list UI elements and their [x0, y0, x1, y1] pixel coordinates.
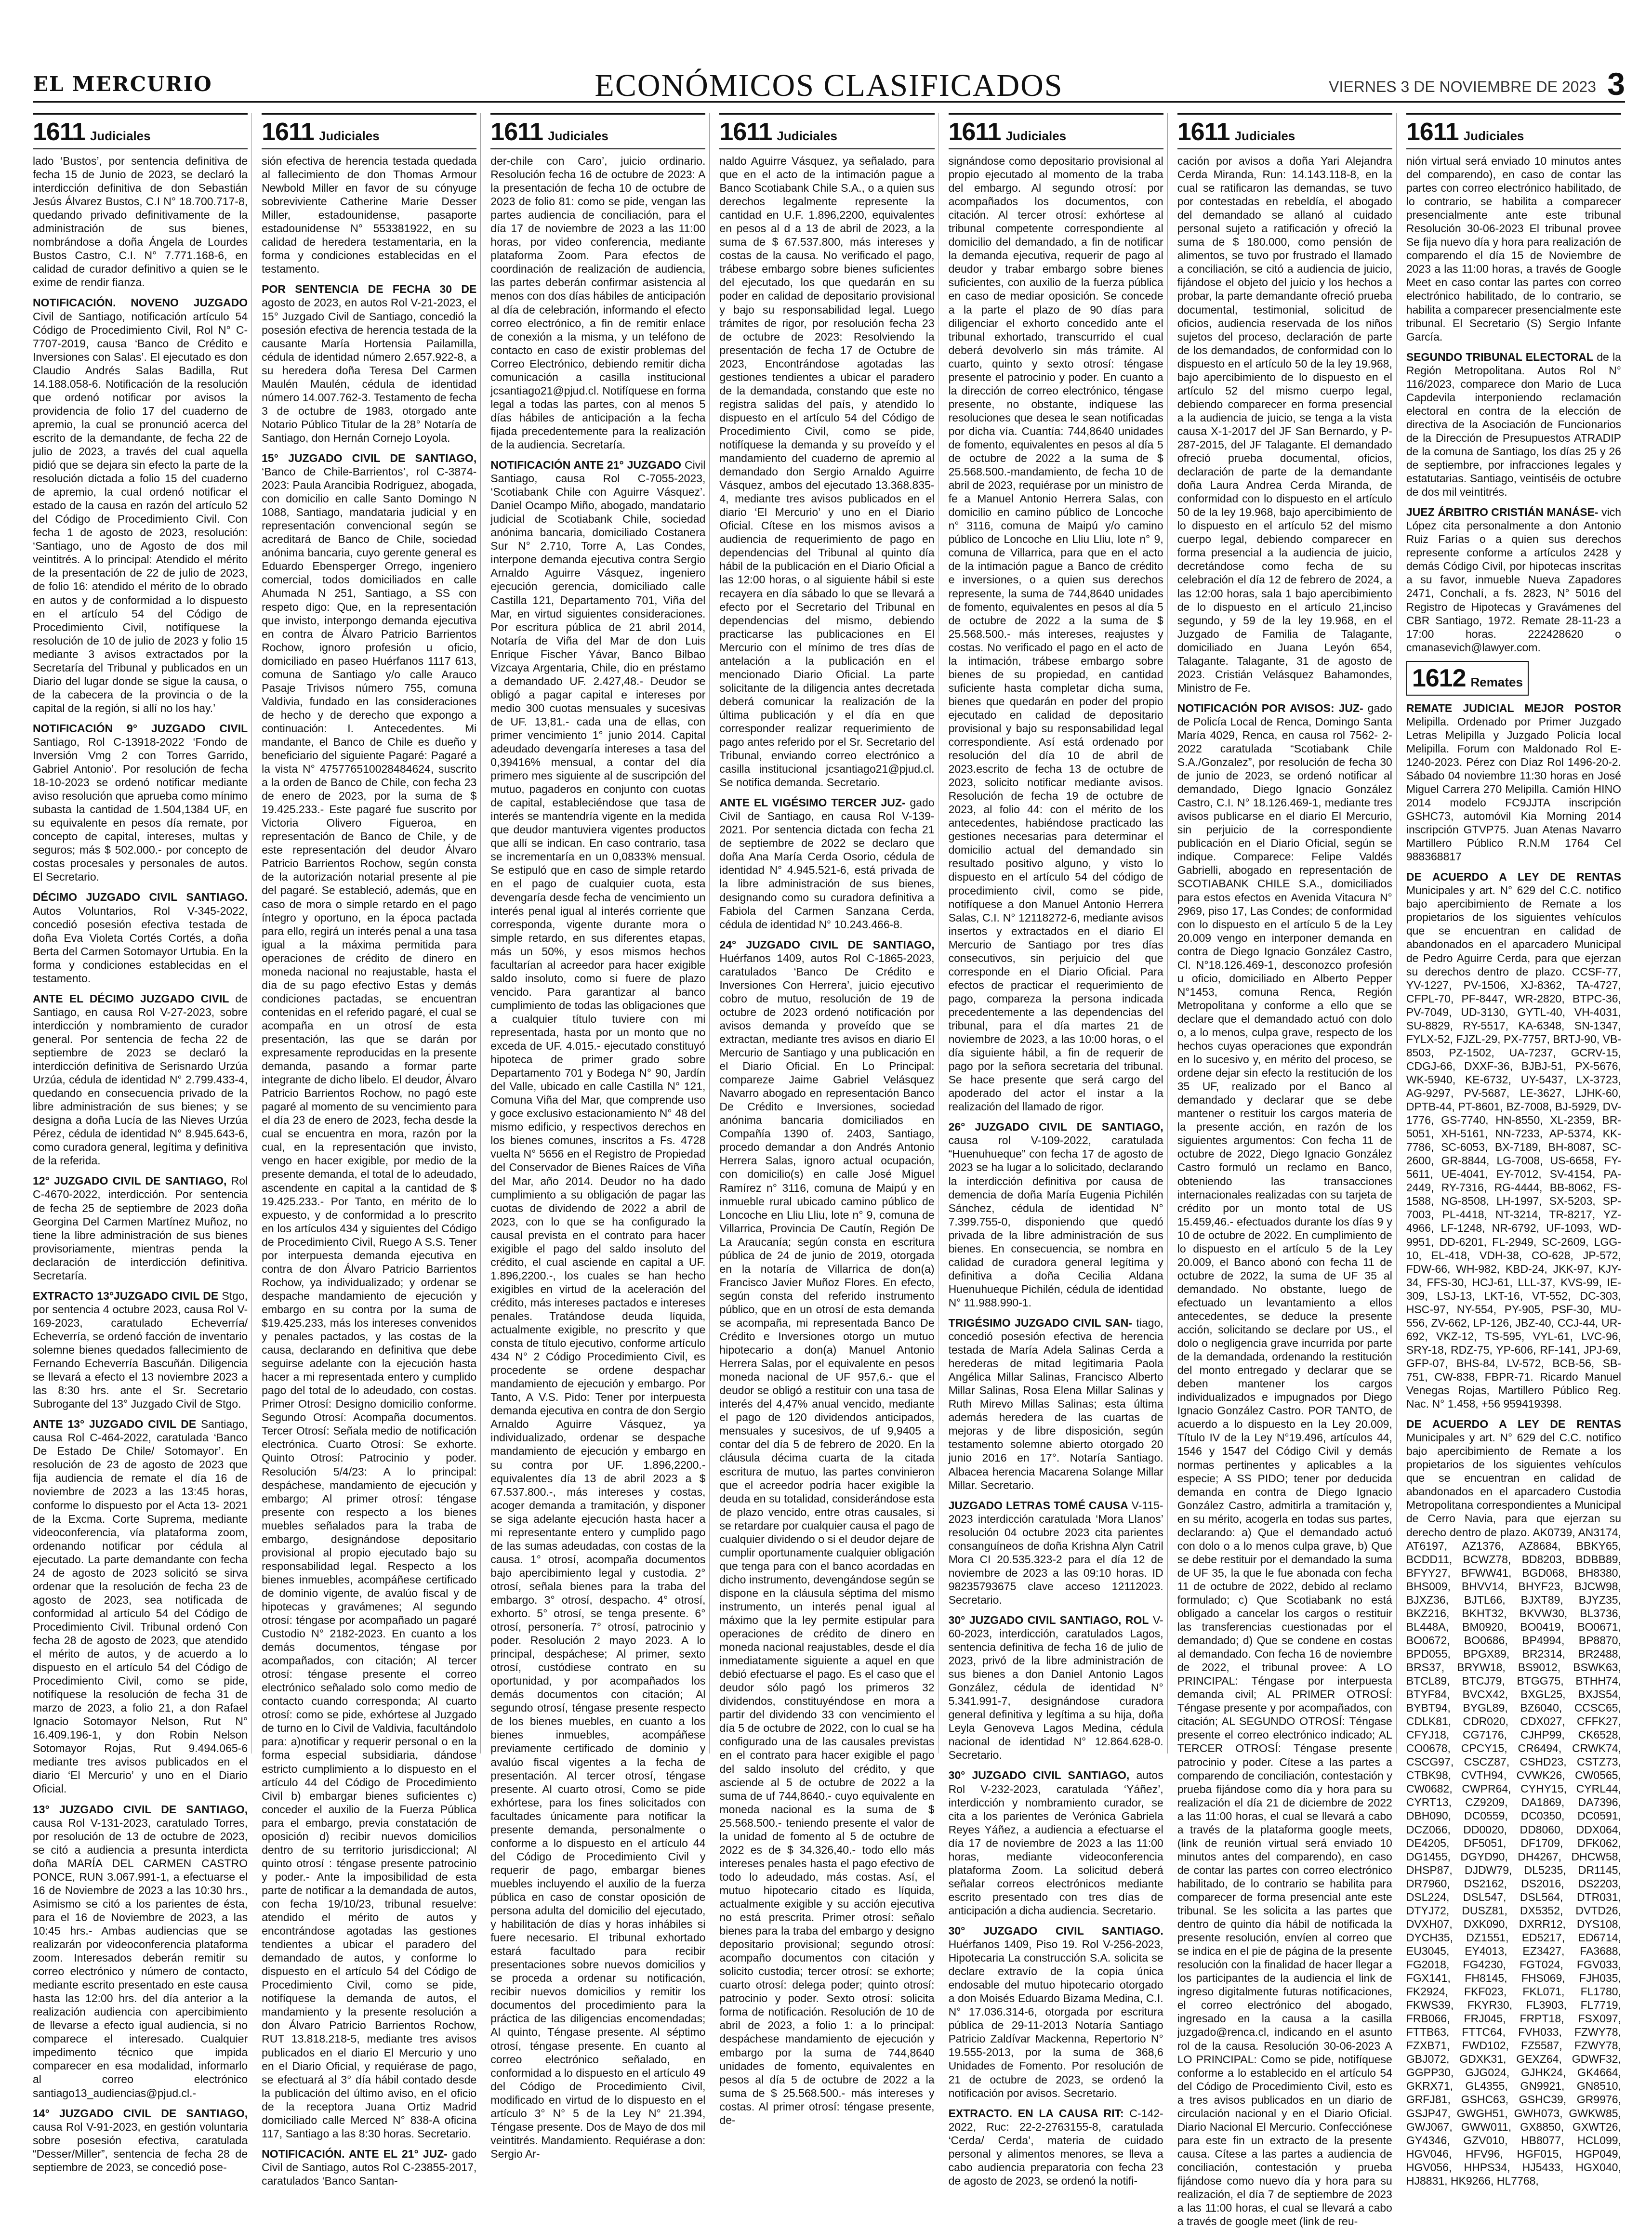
legal-notice: [33, 1174, 248, 1282]
notice-body: Rol C-4670-2022, interdicción. Por sentencia de fecha 25 de septiembre de 2023 doña Georgina Del Carmen Martínez Muñoz, no tiene la libre administración de sus bienes provisoriamente, mientras penda la declaración de interdicción definitiva. Secretaría.: [33, 1174, 248, 1282]
notice-body: vich López cita personalmente a don Antonio Ruiz Farías o a quien sus derechos represente conforme a artículos 2428 y demás Código Civil, por hipotecas inscritas a su favor, inmueble Nueva Zapadores 2471, Conchalí, a fs. 2823, N° 5016 del Registro de Hipotecas y Gravámenes del CBR Santiago, 1972. Remate 28-11-23 a 17:00 horas. 222428620 o cmanasevich@lawyer.com.: [1406, 506, 1621, 654]
notice-body: Civil Santiago, causa Rol C-7055-2023, ‘Scotiabank Chile con Aguirre Vásquez’. Daniel Ocampo Miño, abogado, mandatario judicial de Scotiabank Chile, sociedad anónima bancaria, domiciliado Costanera Sur N° 2.710, Torre A, Las Condes, interpone demanda ejecutiva contra Sergio Arnaldo Aguirre Vásquez, ingeniero ejecución gerencia, domiciliado calle Castilla 121, Departamento 701, Viña del Mar, en virtud siguientes consideraciones. Por escritura pública de 21 abril 2014, Notaría de Viña del Mar de don Luis Enrique Fischer Yávar, Banco Bilbao Vizcaya Argentaria, Chile, dio en préstamo a demandado UF. 2.427,48.- Deudor se obligó a pagar capital e intereses por medio 300 cuotas mensuales y sucesivas de UF. 13,81.- cada una de ellas, con primer vencimiento 1° junio 2014. Capital adeudado devengaría intereses a tasa del 0,39416% mensual, a contar del día primero mes siguiente al de suscripción del mutuo, pagaderos en conjunto con cuotas de capital, estableciéndose que tasa de interés se mantendría vigente en la medida que deudor mantuviera vigentes productos que allí se indican. En caso contrario, tasa se incrementaría en un 0,0833% mensual. Se estipuló que en caso de simple retardo en el pago de cualquier cuota, esta devengaría desde fecha de vencimiento un interés penal igual al interés corriente que corresponda, vigente durante mora o simple retardo, en sus diferentes etapas, más un 50%, y esos mismos hechos facultarían al acreedor para hacer exigible saldo insoluto, como si fuere de plazo vencido. Para garantizar al banco cumplimiento de todas las obligaciones que a cualquier título tuviere con mi representada, hasta por un monto que no exceda de UF. 4.015.- ejecutado constituyó hipoteca de primer grado sobre Departamento 701 y Bodega N° 90, Jardín del Valle, ubicado en calle Castilla N° 121, Comuna Viña del Mar, que comprende uso y goce exclusivo estacionamiento N° 48 del mismo edificio, y respectivos derechos en los bienes comunes, inscritos a Fs. 4728 vuelta N° 5656 en el Registro de Propiedad del Conservador de Bienes Raíces de Viña del Mar, año 2014. Deudor no ha dado cumplimiento a su obligación de pagar las cuotas de dividendo de 2022 a abril de 2023, con lo que se ha configurado la causal prevista en el contrato para hacer exigible el pago del saldo insoluto del crédito, el cual asciende en capital a UF. 1.896,2200.-, los cuales se han hecho exigibles en virtud de la aceleración del crédito, más intereses pactados e intereses penales. Tratándose deuda líquida, actualmente exigible, no prescrito y que consta de título ejecutivo, conforme artículo 434 N° 2 Código Procedimiento Civil, es procedente se ordene despachar mandamiento de ejecución y embargo. Por Tanto, A V.S. Pido: Tener por interpuesta demanda ejecutiva en contra de don Sergio Arnaldo Aguirre Vásquez, ya individualizado, ordenar se despache mandamiento de ejecución y embargo en su contra por UF. 1.896,2200.- equivalentes día 13 de abril 2023 a $ 67.537.800.-, más intereses y costas, acoger demanda a tramitación, y disponer se siga adelante ejecución hasta hacer a mi representante entero y cumplido pago de las sumas adeudadas, con costas de la causa. 1° otrosí, acompaña documentos bajo apercibimiento legal y custodia. 2° otrosí, señala bienes para la traba del embargo. 3° otrosí, despacho. 4° otrosí, exhorto. 5° otrosí, se tenga presente. 6° otrosí, personería. 7° otrosí, patrocinio y poder. Resolución 2 mayo 2023. A lo principal, despáchese; Al primer, sexto otrosí, custódiese contrato en su oportunidad, y por acompañados los demás documentos con citación; Al segundo otrosí, téngase presente respecto de los bienes muebles, en cuanto a los bienes inmuebles, acompáñese previamente certificado de dominio y avalúo fiscal vigentes a la fecha de presentación. Al tercer otrosí, téngase presente. Al cuarto otrosí, Como se pide exhórtese, para los fines solicitados con facultades únicamente para notificar la presente demanda, personalmente o conforme a lo dispuesto en el artículo 44 del Código de Procedimiento Civil y requerir de pago, embargar bienes muebles incluyendo el auxilio de la fuerza pública en caso de constar oposición de persona adulta del domicilio del ejecutado, y habilitación de días y horas inhábiles si fuere necesario. El tribunal exhortado estará facultado para recibir presentaciones sobre nuevos domicilios y se proceda a ordenar su notificación, recibir nuevos domicilios y remitir los documentos del procedimiento para la práctica de las diligencias encomendadas; Al quinto, Téngase presente. Al séptimo otrosí, téngase presente. En cuanto al correo electrónico señalado, en conformidad a lo dispuesto en el artículo 49 del Código de Procedimiento Civil, modificado en virtud de lo dispuesto en el artículo 3° N° 5 de la Ley N° 21.394, Téngase presente. Dos de Mayo de dos mil veintitrés. Mandamiento. Requiérase a don: Sergio Ar-: [490, 459, 706, 2160]
notice-body: causa Rol V-91-2023, en gestión voluntaria sobre posesión efectiva, caratulada “Desser/Miller”, sentencia de fecha 28 de septiembre de 2023, se concedió pose-: [33, 2120, 248, 2174]
notice-body: Municipales y art. N° 629 del C.C. notifico bajo apercibimiento de Remate a los propietarios de los siguientes vehículos que se encuentran en calidad de abandonados en el aparcadero Municipal de Pedro Aguirre Cerda, para que ejerzan su derechos dentro de plazo. CCSF-77, YV-1227, PV-1506, XJ-8362, TA-4727, CFPL-70, PF-8447, WR-2820, BTPC-36, PV-7049, UD-3130, GYTL-40, VH-4031, SU-8829, RY-5517, KA-6348, SN-1347, FYLX-52, FJZL-29, PX-7757, BRTJ-90, VB-8503, PZ-1502, UA-7237, GCRV-15, CDGJ-66, DXXF-36, BJBJ-51, PX-5676, WK-5940, KE-6732, UY-5437, LX-3723, AG-9297, PV-5687, LE-3627, LJHK-60, DPTB-44, PT-8601, BZ-7008, BJ-5929, DV-1776, GS-7740, HN-8550, XL-2359, BR-5051, XH-5161, NN-7233, AP-5374, KK-7786, SC-6053, BX-7189, BH-8087, SC-2600, GR-8844, LG-7008, US-6658, FY-5611, UE-4041, EY-7012, SV-4154, PA-2449, RY-7316, RG-4444, BB-8062, FS-1588, NG-8508, LH-1997, SX-5203, SP-7003, PL-4418, NT-3214, TR-8217, YZ-4966, LF-1248, NR-6792, UF-1093, WD-9951, DD-6201, FL-2949, SC-2609, LGG-10, EL-418, VDH-38, CO-628, JP-572, FDW-66, WH-982, KBD-24, JKK-97, KJY-34, FFS-30, HCJ-61, LLL-37, KVS-99, IE-309, LSJ-13, LKT-16, VT-552, DC-303, HSC-97, NY-554, PY-905, PSF-30, MU-556, ZV-662, LP-126, JBZ-40, CCJ-44, UR-692, VKZ-12, TS-595, VYL-61, LVC-96, SRY-18, RDZ-75, YP-606, RF-141, JPJ-69, GFP-07, BHS-84, LV-572, BCB-56, SB-751, CW-838, FBPR-71. Ricardo Manuel Venegas Rojas, Martillero Público Reg. Nac. N° 1.458, +56 959419398.: [1406, 884, 1621, 1411]
notice-heading: 15° JUZGADO CIVIL DE SANTIAGO,: [262, 451, 477, 464]
category-header: [719, 113, 934, 149]
notice-heading: DE ACUERDO A LEY DE RENTAS: [1406, 1418, 1621, 1431]
notice-body: Municipales y art. N° 629 del C.C. notifico bajo apercibimiento de Remate a los propietarios de los siguientes vehículos que se encuentran en calidad de abandonados en el aparcadero Custodia Metropolitana correspondientes a Municipal de Cerro Navia, para que ejerzan su derecho dentro de plazo. AK0739, AN3174, AT6197, AZ1376, AZ8684, BBKY65, BCDD11, BCWZ78, BD8203, BDBB89, BFYY27, BFWW41, BGD068, BH8380, BHS009, BHVV14, BHYF23, BJCW98, BJXZ36, BJTL66, BJXT89, BJYZ35, BKZ216, BKHT32, BKVW30, BL3736, BL448A, BM0920, BO0419, BO0671, BO0672, BO0686, BP4994, BP8870, BPD055, BPGX89, BR2314, BR2488, BRS37, BRYW18, BS9012, BSWK63, BTCL89, BTCJ79, BTGG75, BTHH74, BTYF84, BVCX42, BXGL25, BXJS54, BYBT94, BYGL89, BZ6040, CCSC65, CDLK81, CDR020, CDX027, CFFK27, CFYJ18, CG7176, CJHP99, CK6528, CO0678, CPCY15, CR6494, CRWK74, CSCG97, CSCZ87, CSHD23, CSTZ73, CTBK98, CVTH94, CVWK26, CW0565, CW0682, CWPR64, CYHY15, CYRL44, CYRT13, CZ9209, DA1869, DA7396, DBH090, DC0559, DC0350, DC0591, DCZ066, DD0020, DD8060, DDX064, DE4205, DF5051, DF1709, DFK062, DG1455, DGYD90, DH4267, DHCW58, DHSP87, DJDW79, DL5235, DR1145, DR7960, DS2162, DS2016, DS2203, DSL224, DSL547, DSL564, DTR031, DTYJ72, DUSZ81, DX5352, DVTD26, DVXH07, DXK090, DXRR12, DYS108, DYCH35, DZ1551, ED5217, ED6714, EU3045, EY4013, EZ3427, FA3688, FG2018, FG4230, FGT024, FGV033, FGX141, FH8145, FHS069, FJH035, FK2924, FKF023, FKL071, FL1780, FKWS39, FKYR30, FL3903, FL7719, FRB066, FRJ045, FRPT18, FSX097, FTTB63, FTTC64, FVH033, FZWY78, FZXB71, FWD102, FZ5587, FZWY78, GBJ072, GDXK31, GEXZ64, GDWF32, GGPP30, GJG024, GJHK24, GK4664, GKRX71, GL4355, GN9921, GN8510, GRFJ81, GSHC63, GSHC39, GR9976, GSJP47, GWGH51, GWH073, GWKW85, GWJ067, GWW011, GX8850, GXWT26, GY4346, GZV010, HB8077, HCL099, HGV046, HFV96, HGF015, HGP049, HGV056, HHPS34, HJ5433, HGX040, HJ8831, HK9266, HL7768,: [1406, 1431, 1621, 2187]
legal-notice: [33, 992, 248, 1168]
notice-body: de Santiago, en causa Rol V-27-2023, sobre interdicción y nombramiento de curador general. Por sentencia de fecha 22 de septiembre de 2023 se declaró la interdicción definitiva de Serisnardo Urzúa Urzúa, cédula de identidad N° 2.799.433-4, quedando en consecuencia privado de la libre administración de sus bienes; y se designa a doña Lucía de las Nieves Urzúa Pérez, cédula de identidad N° 8.945.643-6, como curadora general, legítima y definitiva de la referida.: [33, 992, 248, 1167]
category-number: 1612: [1412, 664, 1466, 692]
notice-body: Santiago, causa Rol C-464-2022, caratulada ‘Banco De Estado De Chile/ Sotomayor’. En resolución de 23 de agosto de 2023 que fija audiencia de remate el día 16 de noviembre de 2023 a las 13:45 horas, conforme lo dispuesto por el Acta 13- 2021 de la Excma. Corte Suprema, mediante videoconferencia, vía plataforma zoom, ordenando notificar por cédula al ejecutado. La parte demandante con fecha 24 de agosto de 2023 solicitó se sirva ordenar que la resolución de fecha 23 de agosto de 2023, sea notificada de conformidad al artículo 54 del Código de Procedimiento Civil. Tribunal ordenó Con fecha 28 de agosto de 2023, que atendido el mérito de autos, y de acuerdo a lo dispuesto en el artículo 54 del Código de Procedimiento Civil, como se pide, notifíquese la resolución de fecha 31 de marzo de 2023, a folio 21, a don Rafael Ignacio Sotomayor Nelson, Rut N° 16.409.196-1, y don Robin Nelson Sotomayor Rojas, Rut 9.494.065-6 mediante tres avisos publicados en el diario ‘El Mercurio’ y uno en el Diario Oficial.: [33, 1418, 248, 1795]
legal-notice: [1406, 1417, 1621, 2188]
notice-heading: ANTE EL VIGÉSIMO TERCER JUZ-: [719, 796, 906, 809]
legal-notice: [949, 1316, 1163, 1492]
notice-heading: NOTIFICACIÓN 9° JUZGADO CIVIL: [33, 722, 248, 735]
legal-notice: [949, 2107, 1163, 2188]
notice-heading: NOTIFICACIÓN ANTE 21° JUZGADO: [490, 459, 682, 472]
notice-body: lado ‘Bustos’, por sentencia definitiva de fecha 15 de Junio de 2023, se declaró la interdicción definitiva de don Sebastián Jesús Álvarez Bustos, C.I N° 18.700.717-8, quedando privado definitivamente de la administración de sus bienes, nombrándose a doña Ángela de Lourdes Bustos Castro, C.I. N° 7.771.168-6, en calidad de curador definitivo a quien se le exime de rendir fianza.: [33, 155, 248, 289]
notice-heading: 14° JUZGADO CIVIL DE SANTIAGO,: [33, 2107, 248, 2120]
category-label: Judiciales: [1234, 129, 1295, 143]
legal-notice: [1177, 154, 1392, 695]
legal-notice: [1406, 350, 1621, 499]
legal-notice: [262, 2147, 476, 2188]
category-label: Judiciales: [318, 129, 380, 143]
notice-heading: 26° JUZGADO CIVIL DE SANTIAGO,: [948, 1121, 1163, 1134]
notice-body: der-chile con Caro’, juicio ordinario. Resolución fecha 16 de octubre de 2023: A la presentación de fecha 10 de octubre de 2023 de folio 81: como se pide, vengan las partes audiencia de conciliación, para el día 17 de noviembre de 2023 a las 11:00 horas, por video conferencia, mediante plataforma Zoom. Para efectos de coordinación de realización de audiencia, las partes deberán confirmar asistencia al menos con dos días hábiles de anticipación al día de celebración, informando el efecto correo electrónico, a fin de remitir enlace de conexión a la misma, y un teléfono de contacto en caso de existir problemas del Correo Electrónico, debiendo remitir dicha comunicación a casilla institucional jcsantiago21@pjud.cl. Notifíquese en forma legal a todas las partes, con al menos 5 días hábiles de anticipación a la fecha fijada precedentemente para la realización de la audiencia. Secretaría.: [490, 155, 706, 451]
notice-heading: NOTIFICACIÓN. NOVENO JUZGADO: [33, 296, 248, 309]
column: [719, 113, 938, 2126]
legal-notice: [719, 154, 934, 789]
notice-body: agosto de 2023, en autos Rol V-21-2023, el 15° Juzgado Civil de Santiago, concedió la posesión efectiva de herencia testada de la causante María Hortensia Pailamilla, cédula de identidad número 2.657.922-8, a su heredera doña Teresa Del Carmen Maulén Maulén, cédula de identidad número 14.007.762-3. Testamento de fecha 3 de octubre de 1983, otorgado ante Notario Público Titular de la 28° Notaría de Santiago, don Hernán Cornejo Loyola.: [262, 296, 477, 444]
notice-body: gado de Policía Local de Renca, Domingo Santa María 4029, Renca, en causa rol 7562- 2- 2022 caratulada “Scotiabank Chile S.A./Gonzalez”, por resolución de fecha 30 de junio de 2023, se ordenó notificar al demandado, Diego Ignacio González Castro, C.I. N° 18.126.469-1, mediante tres avisos publicarse en el diario El Mercurio, sin perjuicio de la correspondiente publicación en el Diario Oficial, según se indique. Comparece: Felipe Valdés Gabrielli, abogado en representación de SCOTIABANK CHILE S.A., domiciliados para estos efectos en Avenida Vitacura N° 2969, piso 17, Las Condes; de conformidad con lo dispuesto en el artículo 5 de la Ley 20.009 vengo en interponer demanda en contra de Diego Ignacio González Castro, Cl. N°18.126.469-1, desconozco profesión u oficio, domiciliado en Alberto Pepper N°1453, comuna Renca, Región Metropolitana y conforme a ello que se declare que el demandado actuó con dolo o, a lo menos, culpa grave, respecto de los hechos cuyas operaciones que expondrán en lo sucesivo y, en mérito del proceso, se ordene dejar sin efecto la restitución de los 35 UF, realizado por el Banco al demandado y declarar que se debe mantener o restituir los cargos materia de la presente acción, en razón de los siguientes argumentos: Con fecha 11 de octubre de 2022, Diego Ignacio González Castro formuló un reclamo en Banco, obteniendo las transacciones internacionales realizadas con su tarjeta de crédito por un monto total de US 15.459,46.- efectuados durante los días 9 y 10 de octubre de 2022. En cumplimiento de lo dispuesto en el artículo 5 de la Ley 20.009, el Banco abonó con fecha 11 de octubre de 2022, la suma de UF 35 al demandado. No obstante, luego de efectuado un levantamiento a ellos antecedentes, se deduce la presente acción, solicitando se declare por US., el dolo o negligencia grave incurrida por parte de la demandada, ordenando la restitución del monto entregado y declarar que se deben mantener los cargos individualizados e impugnados por Diego Ignacio González Castro. POR TANTO, de acuerdo a lo dispuesto en la Ley 20.009, Título IV de la Ley N°19.496, artículos 44, 1546 y 1547 del Código Civil y demás normas pertinentes y aplicables a la especie; A SS PIDO; tener por deducida demanda en contra de Diego Ignacio González Castro, admitirla a tramitación y, en su mérito, acogerla en todas sus partes, declarando: a) Que el demandado actuó con dolo o a lo menos culpa grave, b) Que se debe restituir por el demandado la suma de UF 35, la que le fue abonada con fecha 11 de octubre de 2022, debido al reclamo formulado; c) Que Scotiabank no está obligado a cancelar los cargos o restituir las transferencias cuestionadas por el demandado; d) Que se condene en costas al demandado. Con fecha 16 de noviembre de 2022, el tribunal provee: A LO PRINCIPAL: Téngase por interpuesta demanda civil; AL PRIMER OTROSÍ: Téngase presente y por acompañados, con citación; AL SEGUNDO OTROSÍ: Téngase presente el correo electrónico indicado; AL TERCER OTROSÍ: Téngase presente patrocinio y poder. Cítese a las partes a comparendo de conciliación, contestación y prueba fijándose como día y hora para su realización el día 21 de diciembre de 2022 a las 11:00 horas, el cual se llevará a cabo a través de la plataforma google meets, (link de reunión virtual será enviado 10 minutos antes del comparendo), en caso de contar las partes con correo electrónico habilitado, de lo contrario se habilita para comparecer de forma presencial ante este tribunal. Se les solicita a las partes que dentro de quinto día hábil de notificada la presente resolución, envíen al correo que se indica en el pie de página de la presente resolución con la finalidad de hacer llegar a los participantes de la audiencia el link de ingreso digitalmente futuras notificaciones, el correo electrónico del abogado, ingresado en la causa a la casilla juzgado@renca.cl, indicando en el asunto rol de la causa. Resolución 30-06-2023 A LO PRINCIPAL: Como se pide, notifíquese conforme a lo establecido en el artículo 54 del Código de Procedimiento Civil, esto es a tres avisos publicados en un diario de circulación nacional y en el Diario Oficial. Diario Nacional El Mercurio. Confecciónese para este fin un extracto de la presente causa. Cítese a las partes a audiencia de conciliación, contestación y prueba fijándose como nuevo día y hora para su realización, el día 7 de septiembre de 2023 a las 11:00 horas, el cual se llevará a cabo a través de google meet (link de reu-: [1177, 701, 1392, 2228]
notice-body: Melipilla. Ordenado por Primer Juzgado Letras Melipilla y Juzgado Policía local Melipilla. Forum con Maldonado Rol E-1240-2023. Pérez con Díaz Rol 1496-20-2. Sábado 04 noviembre 11:30 horas en José Miguel Carrera 270 Melipilla. Camión HINO 2014 modelo FC9JJTA inscripción GSHC73, automóvil Kia Morning 2014 inscripción GTVP75. Juan Atenas Navarro Martillero Público R.N.M 1764 Cel 988368817: [1406, 715, 1621, 863]
notice-body: Civil de Santiago, notificación artículo 54 Código de Procedimiento Civil, Rol N° C-7707-2019, causa ‘Banco de Crédito e Inversiones con Salas’. El ejecutado es don Claudio Andrés Salas Badilla, Rut 14.188.058-6. Notificación de la resolución que ordenó notificar por avisos la providencia de folio 17 del cuaderno de apremio, la cual se pronunció acerca del escrito de la demandante, de fecha 22 de julio de 2023, a través del cual aquella pidió que se dejara sin efecto la parte de la resolución dictada a folio 15 del cuaderno de apremio, la cual ordenó notificar el estado de la causa en razón del artículo 52 del Código de Procedimiento Civil. Con fecha 1 de agosto de 2023, resolución: ‘Santiago, uno de Agosto de dos mil veintitrés. A lo principal: Atendido el mérito de la presentación de 22 de julio de 2023, de folio 16: atendido el mérito de lo obrado en autos y de conformidad a lo dispuesto en el artículo 54 del Código de Procedimiento Civil, notifíquese la resolución de 10 de julio de 2023 y folio 15 mediante 3 avisos extractados por la Secretaría del Tribunal y publicados en un Diario del lugar donde se sigue la causa, o de la cabecera de la provincia o de la capital de la región, si allí no los hay.’: [33, 310, 248, 714]
notice-heading: JUZGADO LETRAS TOMÉ CAUSA: [948, 1499, 1128, 1512]
category-label: Judiciales: [1463, 129, 1524, 143]
legal-notice: [1406, 870, 1621, 1411]
notice-heading: 30° JUZGADO CIVIL SANTIAGO,: [948, 1769, 1130, 1782]
legal-notice: [949, 1924, 1163, 2100]
legal-notice: [33, 154, 248, 289]
legal-notice: [33, 1417, 248, 1795]
legal-notice: [33, 2107, 248, 2174]
category-number: 1611: [262, 118, 314, 146]
notice-heading: 12° JUZGADO CIVIL DE SANTIAGO,: [33, 1174, 227, 1187]
notice-body: V-115-2023 interdicción caratulada ‘Mora Llanos’ resolución 04 octubre 2023 cita parientes consanguíneos de doña Krishna Alyn Catril Mora CI 20.535.323-2 para el día 12 de noviembre de 2023 a las 09:10 horas. ID 98235793675 clave acceso 12112023. Secretario.: [948, 1499, 1163, 1606]
legal-notice: [33, 1803, 248, 2100]
category-number: 1611: [490, 118, 543, 146]
notice-body: nión virtual será enviado 10 minutos antes del comparendo), en caso de contar las partes con correo electrónico habilitado, de lo contrario, se habilita a comparecer presencialmente ante este tribunal Resolución 30-06-2023 El tribunal provee Se fija nuevo día y hora para realización de comparendo el día 15 de Noviembre de 2023 a las 11:00 horas, a través de Google Meet en caso contar las partes con correo electrónico habilitado, de lo contrario, se habilita a comparecer presencialmente este tribunal. El Secretario (S) Sergio Infante García.: [1406, 155, 1621, 343]
legal-notice: [33, 890, 248, 985]
category-number: 1611: [33, 118, 85, 146]
notice-body: causa Rol V-131-2023, caratulado Torres, por resolución de 13 de octubre de 2023, se citó a audiencia a presunta interdicta doña MARÍA DEL CARMEN CASTRO PONCE, RUN 3.067.991-1, a efectuarse el 16 de Noviembre de 2023 a las 10:30 hrs., Asimismo se citó a los parientes de ésta, para el 16 de Noviembre de 2023, a las 10:45 hrs.- Ambas audiencias que se realizarán por videoconferencia plataforma zoom. Interesados deberán remitir su correo electrónico y número de contacto, mediante escrito presentado en este causa hasta las 12:00 hrs. del día anterior a la realización audiencia con apercibimiento de llevarse a efecto igual audiencia, si no comparece el interesado. Cualquier impedimento técnico que impida comparecer en esa modalidad, informarlo al correo electrónico santiago13_audiencias@pjud.cl.-: [33, 1816, 248, 2099]
legal-notice: [719, 938, 934, 2127]
legal-notice: [949, 154, 1163, 1113]
legal-notice: [490, 154, 705, 451]
notice-body: Huérfanos 1409, autos Rol C-1865-2023, caratulados ‘Banco De Crédito e Inversiones Con Herrera’, juicio ejecutivo cobro de mutuo, resolución de 19 de octubre de 2023 ordenó notificación por avisos demanda y proveído que se extractan, mediante tres avisos en diario El Mercurio de Santiago y una publicación en el Diario Oficial. En Lo Principal: compareze Jaime Gabriel Velásquez Navarro abogado en representación Banco De Crédito e Inversiones, sociedad anónima bancaria domiciliados en Compañía 1390 of. 2403, Santiago, procedo demandar a don Andrés Antonio Herrera Salas, ignoro actual ocupación, con domicilio(s) en calle José Miguel Ramírez n° 3116, comuna de Maipú y en inmueble rural ubicado camino público de Loncoche en Lliu Lliu, lote n° 9, comuna de Villarrica, Provincia De Cautín, Región De La Araucanía; según consta en escritura pública de 24 de junio de 2019, otorgada en la notaría de Villarrica de don(a) Francisco Javier Muñoz Flores. En efecto, según consta del referido instrumento público, que en un otrosí de esta demanda se acompaña, mi representada Banco De Crédito e Inversiones otorgo un mutuo hipotecario a don(a) Manuel Antonio Herrera Salas, por el equivalente en pesos moneda nacional de UF 957,6.- que el deudor se obligó a restituir con una tasa de interés del 4,47% anual vencido, mediante el pago de 120 dividendos anticipados, mensuales y sucesivos, de uf 9,9405 a contar del día 5 de febrero de 2020. En la cláusula décima cuarta de la citada escritura de mutuo, las partes convinieron que el acreedor podría hacer exigible la deuda en su totalidad, considerándose esta de plazo vencido, entre otras causales, si se retardare por cualquier causa el pago de cualquier dividendo o si el deudor dejare de cumplir oportunamente cualquier obligación que tenga para con el banco acordadas en dicho instrumento, devengándose según se dispone en la cláusula séptima del mismo instrumento, un interés penal igual al máximo que la ley permite estipular para operaciones de crédito de dinero en moneda nacional reajustables, desde el día inmediatamente siguiente a aquel en que debió efectuarse el pago. Es el caso que el deudor sólo pagó los primeros 32 dividendos, constituyéndose en mora a partir del dividendo 33 con vencimiento el día 5 de octubre de 2022, con lo cual se ha configurado una de las causales previstas en el contrato para hacer exigible el pago del saldo insoluto del crédito, y que asciende al 5 de octubre de 2022 a la suma de uf 744,8640.- cuyo equivalente en moneda nacional es la suma de $ 25.568.500.- teniendo presente el valor de la unidad de fomento al 5 de octubre de 2022 es de $ 34.326,40.- todo ello más intereses penales hasta el pago efectivo de todo lo adeudado, más costas. Así, el mutuo hipotecario citado es líquida, actualmente exigible y su acción ejecutiva no está prescrita. Primer otrosí: señalo bienes para la traba del embargo y designo depositario provisional; segundo otrosí: acompaño documentos con citación y solicito custodia; tercer otrosí: se exhorte; cuarto otrosí: delega poder; quinto otrosí: patrocinio y poder. Sexto otrosí: solicita forma de notificación. Resolución de 10 de abril de 2023, a folio 1: a lo principal: despáchese mandamiento de ejecución y embargo por la suma de 744,8640 unidades de fomento, equivalentes en pesos al día 5 de octubre de 2022 a la suma de $ 25.568.500.- más intereses y costas. Al primer otrosí: téngase presente, de-: [719, 951, 935, 2126]
notice-heading: NOTIFICACIÓN POR AVISOS: JUZ-: [1177, 701, 1363, 714]
notice-body: de la Región Metropolitana. Autos Rol N° 116/2023, comparece don Mario de Luca Capdevila interponiendo reclamación electoral en contra de la elección de directiva de la Asociación de Funcionarios de la Dirección de Presupuestos ATRADIP de la comuna de Santiago, los días 25 y 26 de septiembre, por infracciones legales y estatutarias. Santiago, veintiséis de octubre de dos mil veintitrés.: [1406, 350, 1621, 499]
notice-heading: 13° JUZGADO CIVIL DE SANTIAGO,: [33, 1803, 248, 1816]
legal-notice: [33, 1289, 248, 1411]
notice-body: Huérfanos 1409, Piso 19. Rol V-256-2023, Hipotecaria La construcción S.A. solicita se declare extravío de la copia única endosable del mutuo hipotecario otorgado a don Moisés Eduardo Bizama Medina, C.I. N° 17.036.314-6, otorgada por escritura pública de 29-11-2013 Notaría Santiago Patricio Zaldívar Mackenna, Repertorio N° 19.555-2013, por la suma de 368,6 Unidades de Fomento. Por resolución de 21 de octubre de 2023, se ordenó la notificación por avisos. Secretario.: [948, 1938, 1163, 2099]
category-number: 1611: [719, 118, 772, 146]
category-number: 1611: [948, 118, 1001, 146]
masthead: [33, 67, 1625, 103]
legal-notice: [262, 282, 476, 445]
legal-notice: [33, 722, 248, 884]
column: [948, 113, 1168, 2187]
notice-body: Santiago, Rol C-13918-2022 ‘Fondo de Inversión Vmg 2 con Torres Garrido, Gabriel Antonio’. Por resolución de fecha 18-10-2023 se ordenó notificar mediante aviso resolución que aprueba como mínimo subasta la cantidad de 1.504,1384 UF, en su equivalente en pesos día remate, por concepto de capital, intereses, multas y seguros; más $ 502.000.- por concepto de costas procesales y personales de autos. El Secretario.: [33, 735, 248, 883]
column: [1177, 113, 1397, 2228]
notice-heading: DÉCIMO JUZGADO CIVIL SANTIAGO.: [33, 891, 248, 904]
page-number: 3: [1607, 66, 1625, 102]
notice-heading: TRIGÉSIMO JUZGADO CIVIL SAN-: [948, 1316, 1132, 1329]
notice-body: Autos Voluntarios, Rol V-345-2022, concedió posesión efectiva testada de doña Eva Violeta Cortés Cortés, a doña Berta del Carmen Sotomayor Urtubia. En la forma y condiciones establecidas en el testamento.: [33, 904, 248, 985]
notice-heading: REMATE JUDICIAL MEJOR POSTOR: [1406, 701, 1621, 714]
notice-heading: 24° JUZGADO CIVIL DE SANTIAGO,: [719, 938, 935, 951]
category-label: Judiciales: [777, 129, 837, 143]
notice-body: tiago, concedió posesión efectiva de herencia testada de María Adela Salinas Cerda a herederas de mitad legitimaria Paola Angélica Millar Salinas, Francisco Albertо Millar Salinas, Rosa Elena Millar Salinas y Ruth Mirevo Millas Salinas; esta última además heredera de las cuartas de mejoras y de libre disposición, según testamento solemne abierto otorgado 20 junio 2016 en 17°. Notaría Santiago. Albacea herencia Macarena Solange Millar Millar. Secretario.: [948, 1316, 1163, 1491]
category-header: [1177, 113, 1392, 149]
notice-heading: DE ACUERDO A LEY DE RENTAS: [1406, 870, 1621, 883]
category-number: 1611: [1177, 118, 1230, 146]
legal-notice: [33, 296, 248, 714]
notice-body: autos Rol V-232-2023, caratulada ‘Yáñez’, interdicción y nombramiento curador, se cita a los parientes de Verónica Gabriela Reyes Yáñez, a audiencia a efectuarse el día 17 de noviembre de 2023 a las 11:00 horas, mediante videoconferencia plataforma Zoom. La solicitud deberá señalar correos electrónicos mediante escrito presentado con tres días de anticipación a dicha audiencia. Secretario.: [948, 1769, 1163, 1917]
issue-date: VIERNES 3 DE NOVIEMBRE DE 2023: [1329, 78, 1596, 95]
legal-notice: [949, 1613, 1163, 1762]
classified-columns: [33, 113, 1625, 2228]
legal-notice: [1406, 701, 1621, 864]
column: [262, 113, 481, 2187]
notice-body: causa rol V-109-2022, caratulada “Huenuhueque” con fecha 17 de agosto de 2023 se ha lugar a lo solicitado, declarando la interdicción definitiva por causa de demencia de doña María Eugenia Pichilén Sánchez, cédula de identidad N° 7.399.755-0, disponiendo que quedó privada de la libre administración de sus bienes. En consecuencia, se nombra en calidad de curadora general legítima y definitiva a doña Cecilia Aldana Huenuhueque Pichilén, cédula de identidad N° 11.988.990-1.: [948, 1134, 1163, 1309]
notice-body: signándose como depositario provisional al propio ejecutado al momento de la traba del embargo. Al segundo otrosí: por acompañados los documentos, con citación. Al tercer otrosí: exhórtese al tribunal competente correspondiente al domicilio del demandado, a fin de notificar la demanda ejecutiva, requerir de pago al deudor y trabar embargo sobre bienes suficientes, con auxilio de la fuerza pública en caso de mediar oposición. Se concede a la parte el plazo de 90 días para diligenciar el exhorto concedido ante el tribunal exhortado, transcurrido el cual deberá devolverlo sin más trámite. Al cuarto, quinto y sexto otrosí: téngase presente el patrocinio y poder. En cuanto a la dirección de correo electrónico, téngase presente, no obstante, indíquese las resoluciones que desea le sean notificadas por dicha vía. Cuantía: 744,8640 unidades de fomento, equivalentes en pesos al día 5 de octubre de 2022 a la suma de $ 25.568.500.-mandamiento, de fecha 10 de abril de 2023, requiérase por un ministro de fe a Manuel Antonio Herrera Salas, con domicilio en camino público de Loncoche n° 3116, comuna de Maipú y/o camino público de Loncoche en Lliu Lliu, lote n° 9, comuna de Villarrica, para que en el acto de la intimación pague a Banco de crédito e inversiones, o a quien sus derechos represente, la suma de 744,8640 unidades de fomento, equivalentes en pesos al día 5 de octubre de 2022 a la suma de $ 25.568.500.- más intereses, reajustes y costas. No verificado el pago en el acto de la intimación, trábese embargo sobre bienes de su propiedad, en cantidad suficiente hasta completar dicha suma, bienes que quedarán en poder del propio ejecutado en calidad de depositario provisional y bajo su responsabilidad legal correspondiente. Así está ordenado por resolución del día 10 de abril de 2023.escrito de fecha 13 de octubre de 2023, solicito notificar mediante avisos. Resolución de fecha 19 de octubre de 2023, al folio 44: con el mérito de los antecedentes, habiéndose practicado las gestiones necesarias para determinar el domicilio actual del demandado sin resultado positivo alguno, y visto lo dispuesto en el artículo 54 del código de procedimiento civil, como se pide, notifíquese a don Manuel Antonio Herrera Salas, C.I. N° 12118272-6, mediante avisos insertos y extractados en el diario El Mercurio de Santiago por tres días consecutivos, sin perjuicio del que corresponde en el Diario Oficial. Para efectos de practicar el requerimiento de pago, compareza la persona indicada precedentemente a las dependencias del tribunal, para el día martes 21 de noviembre de 2023, a las 10:00 horas, o el día siguiente hábil, a fin de requerir de pago por la señora secretaria del tribunal. Se hace presente que será cargo del apoderado del actor el instar a la realización del llamado de rigor.: [948, 155, 1163, 1113]
category-header: [490, 113, 705, 149]
notice-body: naldo Aguirre Vásquez, ya señalado, para que en el acto de la intimación pague a Banco Scotiabank Chile S.A., o a quien sus derechos legalmente represente la cantidad en U.F. 1.896,2200, equivalentes en pesos al d a 13 de abril de 2023, a la suma de $ 67.537.800, más intereses y costas de la causa. No verificado el pago, trábese embargo sobre bienes suficientes del ejecutado, los que quedarán en su poder en calidad de depositario provisional y bajo su responsabilidad legal. Luego trámites de rigor, por resolución fecha 23 de octubre de 2023: Resolviendo la presentación de fecha 17 de Octubre de 2023, Encontrándose agotadas las gestiones tendientes a ubicar el paradero de la demandada, constando que este no registra salidas del país, y atendido lo dispuesto en el artículo 54 del Código de Procedimiento Civil, como se pide, notifíquese la demanda y su proveído y el mandamiento del cuaderno de apremio al demandado don Sergio Arnaldo Aguirre Vásquez, ambos del ejecutado 13.368.835-4, mediante tres avisos publicados en el diario ‘El Mercurio’ y uno en el Diario Oficial. Cítese en los mismos avisos a audiencia de requerimiento de pago en dependencias del Tribunal al quinto día hábil de la publicación en el Diario Oficial a las 12:00 horas, o al siguiente hábil si este recayera en día sábado lo que se llevará a efecto por el Secretario del Tribunal en dependencias del mismo, debiendo practicarse las publicaciones en El Mercurio con el mínimo de tres días de antelación a la publicación en el mencionado Diario Oficial. La parte solicitante de la diligencia antes decretada deberá comunicar la realización de la última publicación y el día en que corresponder realizar requerimiento de pago antes referido por el Sr. Secretario del Tribunal, enviando correo electrónico a casilla institucional jcsantiago21@pjud.cl. Se notifica demanda. Secretario.: [719, 155, 935, 789]
category-number: 1611: [1406, 118, 1459, 146]
notice-heading: ANTE 13° JUZGADO CIVIL DE: [33, 1418, 197, 1431]
notice-body: C-142-2022, Ruc: 22-2-2763155-8, caratulada ‘Cerda/ Cerda’, materia de cuidado personal y alimentos menores, se lleva a cabo audiencia preparatoria con fecha 23 de agosto de 2023, se ordenó la notifi-: [948, 2107, 1163, 2187]
remates-category-header: [1406, 661, 1529, 696]
notice-heading: EXTRACTO 13°JUZGADO CIVIL DE: [33, 1289, 219, 1302]
category-label: Judiciales: [1005, 129, 1067, 143]
legal-notice: [719, 796, 934, 931]
column: [33, 113, 252, 2174]
notice-heading: ANTE EL DÉCIMO JUZGADO CIVIL: [33, 992, 229, 1005]
section-title: ECONÓMICOS CLASIFICADOS: [595, 68, 1063, 103]
legal-notice: [1177, 701, 1392, 2228]
notice-body: V-60-2023, interdicción, caratulados Lagos, sentencia definitiva de fecha 16 de julio de 2023, privó de la libre administración de sus bienes a don Daniel Antonio Lagos González, cédula de identidad N° 5.341.991-7, designándose curadora general definitiva y legítima a su hija, doña Leyla Genoveva Lagos Medina, cédula nacional de identidad N° 12.864.628-0. Secretario.: [948, 1613, 1163, 1762]
legal-notice: [949, 1120, 1163, 1309]
category-header: [949, 113, 1163, 149]
legal-notice: [262, 154, 476, 276]
notice-body: ‘Banco de Chile-Barrientos’, rol C-3874-2023: Paula Arancibia Rodríguez, abogada, con domicilio en calle Santo Domingo N 1088, Santiago, mandataria judicial y en representación convencional según se acreditará de Banco de Chile, sociedad anónima bancaria, cuyo gerente general es Eduardo Ebensperger Orrego, ingeniero comercial, todos domiciliados en calle Ahumada N 251, Santiago, a SS con respeto digo: Que, en la representación que invisto, interpongo demanda ejecutiva en contra de Álvaro Patricio Barrientos Rochow, ignoro profesión u oficio, domiciliado en paseo Huérfanos 1117 613, comuna de Santiago y/o calle Arauco Pasaje Trivisos número 755, comuna Valdivia, fundado en las consideraciones de hecho y de derecho que expongo a continuación: I. Antecedentes. Mi mandante, el Banco de Chile es dueño y beneficiario del siguiente Pagaré: Pagaré a la vista N° 475776510028484624, suscrito a la orden de Banco de Chile, con fecha 23 de enero de 2023, por la suma de $ 19.425.233.- Este pagaré fue suscrito por Victoria Olivero Figueroa, en representación de Banco de Chile, y de este representación del deudor Álvaro Patricio Barrientos Rochow, según consta de la autorización notarial presente al pie del pagaré. Se estableció, además, que en caso de mora o simple retardo en el pago íntegro y oportuno, en la época pactada para ello, regirá un interés penal a una tasa igual a la máxima permitida para operaciones de crédito de dinero en moneda nacional no reajustable, hasta el día de su pago efectivo Estas y demás condiciones pactadas, se encuentran contenidas en el referido pagaré, el cual se acompaña en un otrosí de esta presentación, las que se darán por expresamente reproducidas en la presente demanda, pasando a formar parte integrante de dicho libelo. El deudor, Álvaro Patricio Barrientos Rochow, no pagó este pagaré al momento de su vencimiento para el día 23 de enero de 2023, fecha desde la cual se encuentra en mora, razón por la cual, en la representación que invisto, vengo en hacer exigible, por medio de la presente demanda, el total de lo adeudado, ascendente en capital a la cantidad de $ 19.425.233.- Por Tanto, en mérito de lo expuesto, y de conformidad a lo prescrito en los artículos 434 y siguientes del Código de Procedimiento Civil, Ruego A S.S. Tener por interpuesta demanda ejecutiva en contra de don Álvaro Patricio Barrientos Rochow, ya individualizado; y ordenar se despache mandamiento de ejecución y embargo en su contra por la suma de $19.425.233, más los intereses convenidos y penales pactados, y las costas de la causa, declarando en definitiva que debe seguirse adelante con la ejecución hasta hacer a mi representada entero y cumplido pago del total de lo adeudado, con costas. Primer Otrosí: Designo domicilio conforme. Segundo Otrosí: Acompaña documentos. Tercer Otrosí: Señala medio de notificación electrónica. Cuarto Otrosí: Se exhorte. Quinto Otrosí: Patrocinio y poder. Resolución 5/4/23: A lo principal: despáchese, mandamiento de ejecución y embargo; Al primer otrosí: téngase presente con respecto a los bienes muebles señalados para la traba de embargo, designándose depositario provisional al propio ejecutado bajo su responsabilidad legal. Respecto a los bienes inmuebles, acompáñese certificado de dominio vigente, de avalúo fiscal y de hipotecas y gravámenes; Al segundo otrosí: téngase por acompañado un pagaré Custodio N° 2182-2023. En cuanto a los demás documentos, téngase por acompañados, con citación; Al tercer otrosí: téngase presente el correo electrónico señalado solo como medio de contacto cuando corresponda; Al cuarto otrosí: como se pide, exhórtese al Juzgado de turno en lo Civil de Valdivia, facultándolo para: a)notificar y requerir personal o en la forma especial subsidiaria, dándose estricto cumplimiento a lo dispuesto en el artículo 44 del Código de Procedimiento Civil b) embargar bienes suficientes c) conceder el auxilio de la Fuerza Pública para el embargo, previa constatación de oposición d) recibir nuevos domicilios dentro de su territorio jurisdiccional; Al quinto otrosí : téngase presente patrocinio y poder.- Ante la imposibilidad de esta parte de notificar a la demandada de autos, con fecha 19/10/23, tribunal resuelve: atendido el mérito de autos y encontrándose agotadas las gestiones tendientes a ubicar el paradero del demandado de autos, y conforme lo dispuesto en el artículo 54 del Código de Procedimiento Civil, como se pide, notifíquese la demanda de autos, el mandamiento y la presente resolución a don Álvaro Patricio Barrientos Rochow, RUT 13.818.218-5, mediante tres avisos publicados en el diario El Mercurio y uno en el Diario Oficial, y requiérase de pago, se efectuará al 3° día hábil contado desde la publicación del último aviso, en el oficio de la receptora Juana Ortiz Madrid domiciliado calle Merced N° 838-A oficina 117, Santiago a las 8:30 horas. Secretario.: [262, 465, 477, 2140]
legal-notice: [1406, 154, 1621, 343]
legal-notice: [262, 451, 476, 2140]
notice-body: gado Civil de Santiago, autos Rol C-23855-2017, caratulados ‘Banco Santan-: [262, 2147, 477, 2187]
category-label: Judiciales: [90, 129, 151, 143]
category-header: [262, 113, 476, 149]
legal-notice: [949, 1768, 1163, 1917]
notice-heading: 30° JUZGADO CIVIL SANTIAGO, ROL: [948, 1613, 1149, 1626]
category-label: Judiciales: [548, 129, 608, 143]
column: [1406, 113, 1625, 2187]
notice-heading: JUEZ ÁRBITRO CRISTIÁN MANÁSE-: [1406, 506, 1599, 519]
notice-heading: POR SENTENCIA DE FECHA 30 DE: [262, 283, 477, 296]
legal-notice: [1406, 505, 1621, 654]
category-header: [1406, 113, 1621, 149]
notice-body: sión efectiva de herencia testada quedada al fallecimiento de don Thomas Armour Newbold Miller en favor de su cónyuge sobreviviente Catherine Marie Desser Miller, estadounidense, pasaporte estadounidense N° 553381922, en su calidad de heredera testamentaria, en la forma y condiciones establecidas en el testamento.: [262, 155, 477, 276]
notice-heading: EXTRACTO. EN LA CAUSA RIT:: [948, 2107, 1124, 2120]
newspaper-brand: EL MERCURIO: [33, 72, 212, 96]
notice-body: Stgo, por sentencia 4 octubre 2023, causa Rol V-169-2023, caratulado Echeverría/ Echeverría, se ordenó facción de inventario solemne bienes quedados fallecimiento de Fernando Echeverría Bascuñán. Diligencia se llevará a efecto el 13 noviembre 2023 a las 8:30 hrs. ante el Sr. Secretario Subrogante del 13° Juzgado Civil de Stgo.: [33, 1289, 248, 1411]
category-header: [33, 113, 248, 149]
legal-notice: [490, 458, 705, 2161]
notice-heading: NOTIFICACIÓN. ANTE EL 21° JUZ-: [262, 2147, 448, 2160]
column: [490, 113, 710, 2160]
category-label: Remates: [1470, 674, 1523, 689]
notice-heading: 30° JUZGADO CIVIL SANTIAGO.: [948, 1925, 1163, 1937]
legal-notice: [949, 1499, 1163, 1607]
notice-body: cación por avisos a doña Yari Alejandra Cerda Miranda, Run: 14.143.118-8, en la cual se ratificaron las demandas, se tuvo por contestadas en rebeldía, el abogado del demandado se allanó al cuidado personal sujeto a ratificación y ofreció la suma de $ 180.000, como pensión de alimentos, se tuvo por frustrado el llamado a conciliación, se citó a audiencia de juicio, fijándose el objeto del juicio y los hechos a probar, la parte demandante ofreció prueba documental, testimonial, solicitud de oficios, audiencia reservada de los niños sujetos del proceso, declaración de parte de los demandados, de conformidad con lo dispuesto en el artículo 50 de la ley 19.968, bajo apercibimiento de lo dispuesto en el artículo 52 del mismo cuerpo legal, debiendo comparecer en forma presencial a la audiencia de juicio, se tenga a la vista causa X-1-2017 del JF San Bernardo, y P-287-2015, del JF Talagante. El demandado ofreció prueba documental, oficios, declaración de parte de la demandante doña Laura Andrea Cerda Miranda, de conformidad con lo dispuesto en el artículo 50 de la ley 19.968, bajo apercibimiento de lo dispuesto en el artículo 52 del mismo cuerpo legal, debiendo comparecer en forma presencial a la audiencia de juicio, decretándose como fecha de su celebración el día 12 de febrero de 2024, a las 12:00 horas, sala 1 bajo apercibimiento de lo dispuesto en el artículo 21,inciso segundo, y 59 de la ley 19.968, en el Juzgado de Familia de Talagante, domiciliado en Juana Leyón 654, Talagante. Talagante, 31 de agosto de 2023. Cristián Velásquez Bahamondes, Ministro de Fe.: [1177, 155, 1392, 694]
notice-body: gado Civil de Santiago, en causa Rol V-139-2021. Por sentencia dictada con fecha 21 de septiembre de 2022 se declaro que doña Ana María Cerda Osorio, cédula de identidad N° 4.945.521-6, está privada de la libre administración de sus bienes, designando como su curadora definitiva a Fabiola del Carmen Sanzana Cerda, cédula de identidad N° 10.243.466-8.: [719, 796, 935, 931]
notice-heading: SEGUNDO TRIBUNAL ELECTORAL: [1406, 350, 1593, 363]
